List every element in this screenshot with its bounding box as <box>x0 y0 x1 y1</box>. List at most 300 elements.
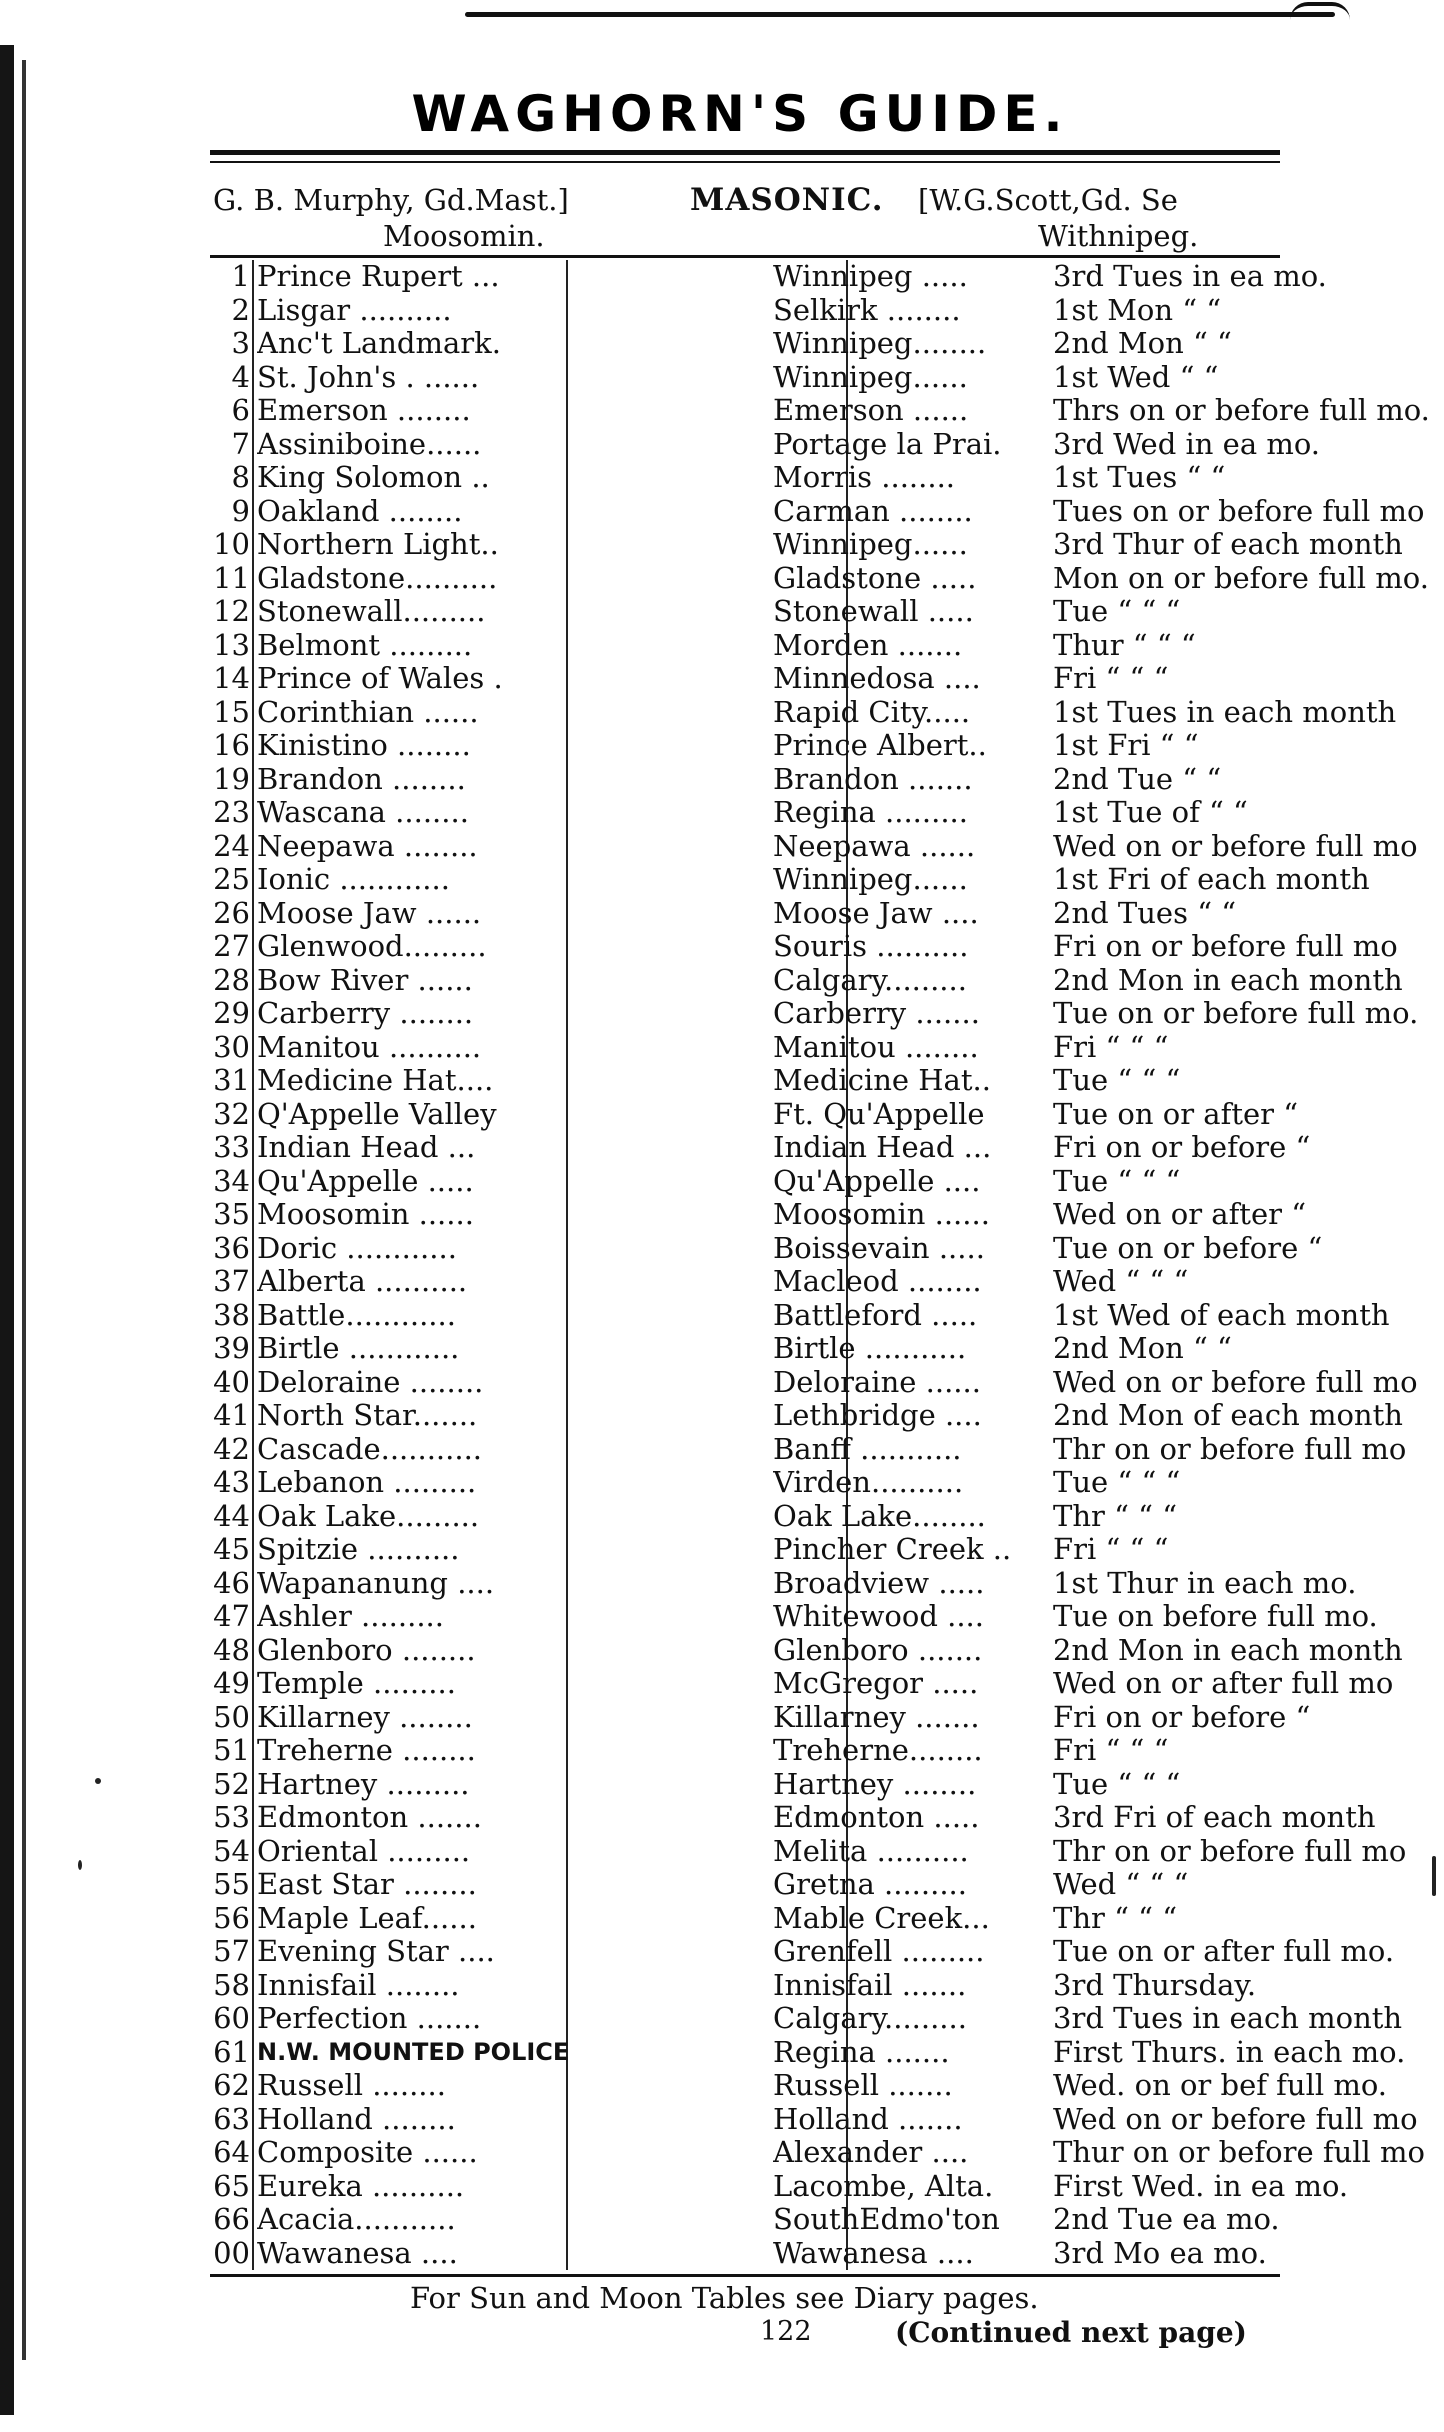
meeting-schedule: 3rd Fri of each month <box>1053 1801 1376 1834</box>
page-binding-shadow <box>22 60 26 2360</box>
lodge-row <box>205 260 1327 294</box>
lodge-town: Hartney ........ <box>773 1767 977 1801</box>
lodge-town: Moosomin ...... <box>773 1198 990 1231</box>
header-rule <box>210 255 1280 258</box>
lodge-town: Melita .......... <box>773 1834 969 1868</box>
lodge-town: Selkirk ........ <box>773 293 961 327</box>
print-speck <box>1432 1856 1436 1896</box>
meeting-schedule: Fri on or before “ <box>1053 1131 1311 1164</box>
meeting-schedule: 3rd Tues in ea mo. <box>1053 260 1327 293</box>
lodge-row <box>205 1667 1394 1701</box>
lodge-town: Banff ........... <box>773 1432 962 1466</box>
lodge-name: Neepawa ........ <box>257 829 478 863</box>
lodge-row <box>205 2002 1403 2036</box>
lodge-number: 63 <box>213 2102 250 2136</box>
lodge-number: 39 <box>213 1332 250 1365</box>
lodge-town: Carberry ....... <box>773 997 980 1030</box>
lodge-town: Carman ........ <box>773 494 973 528</box>
lodge-town: Winnipeg...... <box>773 360 968 394</box>
lodge-number: 37 <box>213 1265 250 1298</box>
lodge-name: Manitou .......... <box>257 1030 482 1064</box>
lodge-name: Stonewall......... <box>257 595 486 628</box>
lodge-number: 36 <box>213 1231 250 1265</box>
lodge-town: Qu'Appelle .... <box>773 1164 981 1198</box>
meeting-schedule: Wed. on or bef full mo. <box>1053 2069 1388 2102</box>
lodge-name: Oakland ........ <box>257 494 463 528</box>
lodge-number: 24 <box>213 829 250 863</box>
lodge-number: 12 <box>213 595 250 628</box>
lodge-number: 61 <box>213 2035 250 2069</box>
page-binding-edge <box>0 45 14 2415</box>
lodge-town: Emerson ...... <box>773 394 969 427</box>
lodge-name: Emerson ........ <box>257 394 471 427</box>
lodge-number: 32 <box>213 1097 250 1131</box>
lodge-number: 47 <box>213 1600 250 1633</box>
lodge-row <box>205 829 1418 864</box>
lodge-name: Ashler ......... <box>257 1600 444 1633</box>
lodge-town: Regina ......... <box>773 796 968 829</box>
lodge-town: Ft. Qu'Appelle <box>773 1097 985 1131</box>
meeting-schedule: Tue “ “ “ <box>1053 1466 1181 1499</box>
lodge-row <box>205 997 1419 1031</box>
lodge-name: Carberry ........ <box>257 997 474 1030</box>
lodge-town: Macleod ........ <box>773 1265 982 1298</box>
top-page-rule <box>465 12 1335 17</box>
lodge-row <box>205 1332 1285 1366</box>
lodge-name: Prince of Wales . <box>257 662 503 695</box>
lodge-town: Winnipeg ..... <box>773 260 968 293</box>
meeting-schedule: 1st Thur in each mo. <box>1053 1566 1357 1600</box>
lodge-name: Perfection ....... <box>257 2002 482 2035</box>
lodge-row <box>205 1064 1285 1098</box>
lodge-row <box>205 1633 1403 1668</box>
lodge-row <box>205 1700 1311 1735</box>
meeting-schedule: Fri “ “ “ <box>1053 1734 1169 1767</box>
grand-secretary-name: [W.G.Scott,Gd. Se <box>918 183 1178 217</box>
lodge-row <box>205 1365 1418 1400</box>
meeting-schedule: Wed on or after “ <box>1053 1198 1307 1231</box>
lodge-number: 48 <box>213 1633 250 1667</box>
lodge-row <box>205 1566 1357 1601</box>
lodge-number: 3 <box>231 327 250 360</box>
meeting-schedule: Fri on or before full mo <box>1053 930 1398 963</box>
grand-secretary-info <box>918 182 1198 254</box>
lodge-number: 19 <box>213 762 250 796</box>
meeting-schedule: 1st Fri “ “ <box>1053 729 1199 762</box>
lodge-row <box>205 1768 1285 1802</box>
lodge-row <box>205 528 1403 562</box>
lodge-number: 50 <box>213 1700 250 1734</box>
lodge-name: Oriental ......... <box>257 1834 471 1868</box>
lodge-town: Medicine Hat.. <box>773 1064 991 1097</box>
lodge-town: Neepawa ...... <box>773 829 976 863</box>
lodge-row <box>205 1500 1285 1534</box>
section-heading: MASONIC. <box>690 182 884 218</box>
meeting-schedule: Thr “ “ “ <box>1053 1901 1178 1935</box>
lodge-name: Ionic ............ <box>257 863 450 896</box>
lodge-name: East Star ........ <box>257 1868 477 1901</box>
lodge-number: 46 <box>213 1566 250 1600</box>
lodge-name: Assiniboine...... <box>257 427 482 461</box>
lodge-number: 00 <box>213 2236 250 2270</box>
lodge-number: 65 <box>213 2169 250 2203</box>
lodge-row <box>205 763 1285 797</box>
lodge-number: 8 <box>231 461 250 494</box>
lodge-town: Alexander .... <box>773 2136 969 2169</box>
meeting-schedule: Tues on or before full mo <box>1053 494 1425 528</box>
meeting-schedule: 1st Wed of each month <box>1053 1298 1390 1332</box>
lodge-name: Temple ......... <box>257 1667 456 1700</box>
lodge-town: Rapid City..... <box>773 695 971 729</box>
lodge-number: 52 <box>213 1767 250 1801</box>
lodge-number: 41 <box>213 1399 250 1432</box>
meeting-schedule: 1st Wed “ “ <box>1053 360 1219 394</box>
meeting-schedule: 2nd Mon “ “ <box>1053 1332 1232 1365</box>
lodge-town: Morris ........ <box>773 461 956 494</box>
lodge-number: 51 <box>213 1734 250 1767</box>
lodge-number: 27 <box>213 930 250 963</box>
lodge-town: Innisfail ....... <box>773 1968 967 2002</box>
meeting-schedule: 2nd Mon in each month <box>1053 1633 1403 1667</box>
lodge-directory-table <box>205 260 1430 2270</box>
lodge-row <box>205 1399 1403 1433</box>
lodge-number: 35 <box>213 1198 250 1231</box>
lodge-name: Russell ........ <box>257 2069 446 2102</box>
lodge-town: Lacombe, Alta. <box>773 2169 994 2203</box>
lodge-number: 7 <box>231 427 250 461</box>
meeting-schedule: Tue on or after full mo. <box>1053 1935 1395 1968</box>
meeting-schedule: Wed on or before full mo <box>1053 1365 1418 1399</box>
lodge-number: 29 <box>213 997 250 1030</box>
meeting-schedule: Thur on or before full mo <box>1053 2136 1425 2169</box>
lodge-row <box>205 595 1285 629</box>
lodge-number: 10 <box>213 528 250 561</box>
lodge-row <box>205 494 1425 529</box>
lodge-name: Deloraine ........ <box>257 1365 484 1399</box>
lodge-row <box>205 2035 1406 2070</box>
lodge-number: 2 <box>231 293 250 327</box>
lodge-town: Indian Head ... <box>773 1131 992 1164</box>
lodge-row <box>205 294 1285 328</box>
continued-note: (Continued next page) <box>895 2316 1247 2349</box>
lodge-name: St. John's . ...... <box>257 360 480 394</box>
lodge-name: Birtle ............ <box>257 1332 460 1365</box>
lodge-town: Holland ....... <box>773 2102 963 2136</box>
title-rule-thick <box>210 150 1280 155</box>
lodge-name: Lebanon ......... <box>257 1466 477 1499</box>
meeting-schedule: Mon on or before full mo. <box>1053 561 1429 595</box>
lodge-name: Wapananung .... <box>257 1566 495 1600</box>
meeting-schedule: Tue “ “ “ <box>1053 1064 1181 1097</box>
lodge-number: 57 <box>213 1935 250 1968</box>
lodge-name: Doric ............ <box>257 1231 457 1265</box>
lodge-number: 33 <box>213 1131 250 1164</box>
lodge-number: 40 <box>213 1365 250 1399</box>
meeting-schedule: 2nd Mon “ “ <box>1053 327 1232 360</box>
lodge-name: Oak Lake......... <box>257 1499 480 1533</box>
lodge-town: Pincher Creek .. <box>773 1533 1012 1566</box>
lodge-row <box>205 1298 1390 1333</box>
meeting-schedule: Fri on or before “ <box>1053 1700 1311 1734</box>
lodge-town: Minnedosa .... <box>773 662 981 695</box>
lodge-row <box>205 863 1370 897</box>
lodge-number: 56 <box>213 1901 250 1935</box>
lodge-row <box>205 2237 1285 2271</box>
lodge-number: 49 <box>213 1667 250 1700</box>
meeting-schedule: 2nd Mon in each month <box>1053 963 1403 997</box>
print-speck <box>95 1778 101 1784</box>
meeting-schedule: Thr on or before full mo <box>1053 1834 1407 1868</box>
lodge-name: Acacia........... <box>257 2203 456 2236</box>
lodge-number: 42 <box>213 1432 250 1466</box>
lodge-row <box>205 1834 1407 1869</box>
meeting-schedule: Thur “ “ “ <box>1053 628 1196 662</box>
lodge-row <box>205 796 1285 830</box>
lodge-row <box>205 1466 1285 1500</box>
lodge-town: Oak Lake........ <box>773 1499 986 1533</box>
footer-rule <box>210 2274 1280 2277</box>
lodge-name: Holland ........ <box>257 2102 456 2136</box>
grand-master-town: Moosomin. <box>383 219 545 253</box>
title-rule-thin <box>210 161 1280 163</box>
lodge-number: 66 <box>213 2203 250 2236</box>
lodge-town: Gretna ......... <box>773 1868 967 1901</box>
lodge-number: 16 <box>213 729 250 762</box>
lodge-row <box>205 2136 1425 2170</box>
lodge-number: 9 <box>231 494 250 528</box>
lodge-number: 28 <box>213 963 250 997</box>
lodge-town: Winnipeg...... <box>773 528 968 561</box>
lodge-town: Stonewall ..... <box>773 595 974 628</box>
lodge-row <box>205 1432 1407 1467</box>
lodge-town: Manitou ........ <box>773 1030 979 1064</box>
footer-note: For Sun and Moon Tables see Diary pages. <box>410 2281 1039 2315</box>
meeting-schedule: Wed “ “ “ <box>1053 1868 1189 1901</box>
lodge-name: Evening Star .... <box>257 1935 495 1968</box>
lodge-row <box>205 897 1285 931</box>
lodge-name: Battle............ <box>257 1298 456 1332</box>
meeting-schedule: 3rd Thursday. <box>1053 1968 1257 2002</box>
grand-master-name: G. B. Murphy, Gd.Mast.] <box>213 183 569 217</box>
lodge-number: 60 <box>213 2002 250 2035</box>
lodge-name: Belmont ......... <box>257 628 473 662</box>
lodge-number: 44 <box>213 1499 250 1533</box>
lodge-number: 43 <box>213 1466 250 1499</box>
lodge-name: Spitzie .......... <box>257 1533 460 1566</box>
lodge-town: Deloraine ...... <box>773 1365 981 1399</box>
meeting-schedule: Fri “ “ “ <box>1053 662 1169 695</box>
lodge-number: 23 <box>213 796 250 829</box>
lodge-name: Anc't Landmark. <box>257 327 501 360</box>
meeting-schedule: Wed on or before full mo <box>1053 2102 1418 2136</box>
lodge-row <box>205 394 1430 428</box>
lodge-row <box>205 2069 1388 2103</box>
top-rule-flourish <box>1290 2 1350 20</box>
lodge-name: Bow River ...... <box>257 963 473 997</box>
meeting-schedule: Tue on or before full mo. <box>1053 997 1419 1030</box>
lodge-town: Souris .......... <box>773 930 969 963</box>
meeting-schedule: 3rd Tues in each month <box>1053 2002 1403 2035</box>
lodge-town: Grenfell ......... <box>773 1935 985 1968</box>
lodge-town: Calgary......... <box>773 2002 967 2035</box>
lodge-town: Winnipeg...... <box>773 863 968 896</box>
lodge-name: Kinistino ........ <box>257 729 471 762</box>
lodge-town: McGregor ..... <box>773 1667 979 1700</box>
lodge-row <box>205 629 1285 663</box>
print-speck <box>78 1860 82 1870</box>
lodge-town: Birtle ........... <box>773 1332 967 1365</box>
lodge-name: Indian Head ... <box>257 1131 476 1164</box>
lodge-number: 55 <box>213 1868 250 1901</box>
lodge-row <box>205 1265 1285 1299</box>
lodge-row <box>205 327 1285 361</box>
lodge-number: 45 <box>213 1533 250 1566</box>
lodge-town: Virden.......... <box>773 1466 964 1499</box>
lodge-name: Q'Appelle Valley <box>257 1097 497 1131</box>
lodge-number: 31 <box>213 1064 250 1097</box>
lodge-town: Regina ....... <box>773 2035 950 2069</box>
meeting-schedule: First Thurs. in each mo. <box>1053 2035 1406 2069</box>
meeting-schedule: Wed “ “ “ <box>1053 1265 1189 1298</box>
lodge-name: Cascade........... <box>257 1432 483 1466</box>
lodge-number: 13 <box>213 628 250 662</box>
meeting-schedule: Fri “ “ “ <box>1053 1533 1169 1566</box>
lodge-row <box>205 1969 1285 2003</box>
meeting-schedule: Tue “ “ “ <box>1053 1164 1181 1198</box>
meeting-schedule: 1st Tues in each month <box>1053 695 1397 729</box>
meeting-schedule: 1st Mon “ “ <box>1053 293 1222 327</box>
lodge-town: Broadview ..... <box>773 1566 985 1600</box>
lodge-row <box>205 361 1285 395</box>
lodge-row <box>205 561 1429 596</box>
lodge-town: Battleford ..... <box>773 1298 978 1332</box>
lodge-name: Edmonton ....... <box>257 1801 482 1834</box>
lodge-town: Brandon ....... <box>773 762 973 796</box>
lodge-name: Moosomin ...... <box>257 1198 474 1231</box>
lodge-town: Glenboro ....... <box>773 1633 983 1667</box>
lodge-number: 26 <box>213 896 250 930</box>
lodge-row <box>205 963 1403 998</box>
lodge-name: Corinthian ...... <box>257 695 479 729</box>
meeting-schedule: Tue on before full mo. <box>1053 1600 1378 1633</box>
lodge-row <box>205 930 1398 964</box>
lodge-row <box>205 1097 1299 1132</box>
lodge-number: 1 <box>231 260 250 293</box>
lodge-number: 34 <box>213 1164 250 1198</box>
lodge-town: Portage la Prai. <box>773 427 1002 461</box>
lodge-town: Lethbridge .... <box>773 1399 982 1432</box>
lodge-name: Treherne ........ <box>257 1734 476 1767</box>
lodge-name: Glenwood......... <box>257 930 487 963</box>
meeting-schedule: Thrs on or before full mo. <box>1053 394 1430 427</box>
lodge-name: Northern Light.. <box>257 528 499 561</box>
lodge-name: Composite ...... <box>257 2136 478 2169</box>
lodge-row <box>205 662 1285 696</box>
lodge-name: North Star....... <box>257 1399 478 1432</box>
meeting-schedule: 2nd Tue “ “ <box>1053 762 1222 796</box>
lodge-name: Qu'Appelle ..... <box>257 1164 474 1198</box>
lodge-row <box>205 461 1285 495</box>
lodge-number: 58 <box>213 1968 250 2002</box>
lodge-row <box>205 2203 1285 2237</box>
meeting-schedule: Tue on or before “ <box>1053 1231 1323 1265</box>
lodge-name: Killarney ........ <box>257 1700 473 1734</box>
lodge-number: 4 <box>231 360 250 394</box>
lodge-row <box>205 1801 1376 1835</box>
meeting-schedule: Thr “ “ “ <box>1053 1499 1178 1533</box>
lodge-row <box>205 695 1397 730</box>
lodge-town: Moose Jaw .... <box>773 896 979 930</box>
meeting-schedule: Tue “ “ “ <box>1053 1767 1181 1801</box>
meeting-schedule: 1st Tue of “ “ <box>1053 796 1248 829</box>
lodge-town: Calgary......... <box>773 963 967 997</box>
lodge-number: 64 <box>213 2136 250 2169</box>
lodge-name: King Solomon .. <box>257 461 490 494</box>
lodge-name: Alberta .......... <box>257 1265 468 1298</box>
lodge-name: Lisgar .......... <box>257 293 452 327</box>
meeting-schedule: Fri “ “ “ <box>1053 1030 1169 1064</box>
lodge-name: Wascana ........ <box>257 796 469 829</box>
lodge-row <box>205 427 1320 462</box>
lodge-name: Gladstone.......... <box>257 561 498 595</box>
page-number: 122 <box>760 2316 812 2347</box>
lodge-name: Brandon ........ <box>257 762 466 796</box>
meeting-schedule: Thr on or before full mo <box>1053 1432 1407 1466</box>
meeting-schedule: First Wed. in ea mo. <box>1053 2169 1349 2203</box>
lodge-name: Hartney ......... <box>257 1767 470 1801</box>
lodge-row <box>205 1902 1285 1936</box>
meeting-schedule: Tue “ “ “ <box>1053 595 1181 628</box>
lodge-row <box>205 1734 1285 1768</box>
meeting-schedule: 3rd Mo ea mo. <box>1053 2236 1267 2270</box>
lodge-number: 14 <box>213 662 250 695</box>
lodge-town: Whitewood .... <box>773 1600 984 1633</box>
lodge-number: 53 <box>213 1801 250 1834</box>
lodge-town: Prince Albert.. <box>773 729 987 762</box>
lodge-row <box>205 1031 1285 1065</box>
lodge-name: Prince Rupert ... <box>257 260 500 293</box>
lodge-name: Maple Leaf...... <box>257 1901 477 1935</box>
lodge-row <box>205 1131 1311 1165</box>
lodge-row <box>205 729 1285 763</box>
lodge-number: 25 <box>213 863 250 896</box>
lodge-number: 62 <box>213 2069 250 2102</box>
lodge-town: Gladstone ..... <box>773 561 977 595</box>
lodge-number: 15 <box>213 695 250 729</box>
lodge-number: 54 <box>213 1834 250 1868</box>
grand-master-info <box>213 182 569 254</box>
lodge-name: Eureka .......... <box>257 2169 465 2203</box>
lodge-row <box>205 1868 1285 1902</box>
lodge-town: Mable Creek... <box>773 1901 990 1935</box>
lodge-town: SouthEdmo'ton <box>773 2203 1000 2236</box>
lodge-town: Wawanesa .... <box>773 2236 974 2270</box>
lodge-town: Treherne........ <box>773 1734 983 1767</box>
grand-secretary-town: Withnipeg. <box>1038 219 1199 253</box>
lodge-number: 11 <box>213 561 250 595</box>
lodge-town: Boissevain ..... <box>773 1231 985 1265</box>
lodge-row <box>205 2102 1418 2137</box>
meeting-schedule: Wed on or after full mo <box>1053 1667 1394 1700</box>
lodge-row <box>205 1935 1395 1969</box>
lodge-row <box>205 1165 1285 1199</box>
meeting-schedule: Wed on or before full mo <box>1053 829 1418 863</box>
lodge-name: Innisfail ........ <box>257 1968 460 2002</box>
lodge-name: Glenboro ........ <box>257 1633 476 1667</box>
lodge-name: Wawanesa .... <box>257 2236 458 2270</box>
lodge-town: Morden ....... <box>773 628 963 662</box>
page-title: WAGHORN'S GUIDE. <box>411 85 1069 143</box>
